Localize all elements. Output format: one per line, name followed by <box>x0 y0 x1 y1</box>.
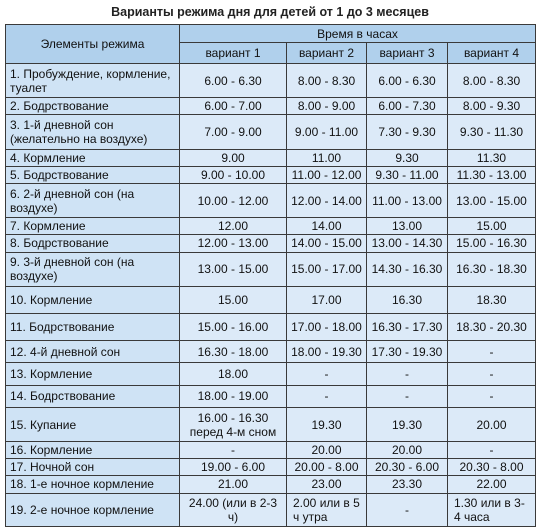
cell-variant-1: 21.00 <box>180 476 287 493</box>
row-name: 3. 1-й дневной сон (желательно на воздухе) <box>6 115 180 149</box>
table-row <box>6 286 536 313</box>
row-name: 11. Бодрствование <box>6 314 180 341</box>
row-name: 2. Бодрствование <box>6 98 180 115</box>
cell-variant-2: 19.30 <box>287 407 367 441</box>
cell-variant-1: - <box>180 442 287 459</box>
table-row <box>6 252 536 286</box>
cell-variant-3: 6.00 - 7.30 <box>367 98 448 115</box>
cell-variant-3: - <box>367 363 448 385</box>
cell-variant-4: 13.00 - 15.00 <box>448 183 536 217</box>
cell-variant-3: 20.30 - 6.00 <box>367 459 448 476</box>
cell-variant-4: - <box>448 442 536 459</box>
cell-variant-1: 7.00 - 9.00 <box>180 115 287 149</box>
cell-variant-3: 13.00 <box>367 218 448 235</box>
cell-variant-1: 9.00 - 10.00 <box>180 166 287 183</box>
cell-variant-1: 9.00 <box>180 149 287 166</box>
row-name: 4. Кормление <box>6 149 180 166</box>
row-name: 13. Кормление <box>6 363 180 385</box>
cell-variant-3: 9.30 - 11.00 <box>367 166 448 183</box>
row-name: 17. Ночной сон <box>6 459 180 476</box>
table-row <box>6 407 536 441</box>
cell-variant-4: 8.00 - 8.30 <box>448 64 536 98</box>
cell-variant-3: 7.30 - 9.30 <box>367 115 448 149</box>
table-row <box>6 341 536 363</box>
cell-variant-2: 20.00 - 8.00 <box>287 459 367 476</box>
table-row <box>6 442 536 459</box>
cell-variant-4: - <box>448 341 536 363</box>
cell-variant-1: 10.00 - 12.00 <box>180 183 287 217</box>
row-name: 14. Бодрствование <box>6 385 180 407</box>
cell-variant-3: 9.30 <box>367 149 448 166</box>
cell-variant-1: 6.00 - 6.30 <box>180 64 287 98</box>
cell-variant-2: - <box>287 385 367 407</box>
table-row <box>6 385 536 407</box>
row-name: 16. Кормление <box>6 442 180 459</box>
cell-variant-4: 20.30 - 8.00 <box>448 459 536 476</box>
header-variant-2: вариант 2 <box>287 43 367 64</box>
cell-variant-2: 17.00 - 18.00 <box>287 314 367 341</box>
cell-variant-3: 16.30 <box>367 286 448 313</box>
cell-variant-4: 20.00 <box>448 407 536 441</box>
cell-variant-2: 14.00 - 15.00 <box>287 235 367 252</box>
cell-variant-2: 11.00 <box>287 149 367 166</box>
cell-variant-3: - <box>367 385 448 407</box>
cell-variant-3: 16.30 - 17.30 <box>367 314 448 341</box>
header-time: Время в часах <box>180 25 536 43</box>
cell-variant-3: 11.00 - 13.00 <box>367 183 448 217</box>
row-name: 9. 3-й дневной сон (на воздухе) <box>6 252 180 286</box>
cell-variant-1: 16.30 - 18.00 <box>180 341 287 363</box>
page-title: Варианты режима дня для детей от 1 до 3 месяцев <box>111 5 429 19</box>
cell-variant-4: - <box>448 385 536 407</box>
cell-variant-2: 12.00 - 14.00 <box>287 183 367 217</box>
header-variant-3: вариант 3 <box>367 43 448 64</box>
cell-variant-4: 15.00 - 16.30 <box>448 235 536 252</box>
table-row <box>6 314 536 341</box>
schedule-table <box>5 24 536 527</box>
cell-variant-3: - <box>367 493 448 526</box>
cell-variant-4: 22.00 <box>448 476 536 493</box>
header-variant-1: вариант 1 <box>180 43 287 64</box>
table-row <box>6 459 536 476</box>
row-name: 18. 1-е ночное кормление <box>6 476 180 493</box>
cell-variant-1: 19.00 - 6.00 <box>180 459 287 476</box>
table-row <box>6 98 536 115</box>
row-name: 5. Бодрствование <box>6 166 180 183</box>
cell-variant-2: 2.00 или в 5 ч утра <box>287 493 367 526</box>
cell-variant-2: 8.00 - 8.30 <box>287 64 367 98</box>
table-row <box>6 183 536 217</box>
table-row <box>6 493 536 526</box>
cell-variant-2: 11.00 - 12.00 <box>287 166 367 183</box>
row-name: 12. 4-й дневной сон <box>6 341 180 363</box>
cell-variant-4: 8.00 - 9.30 <box>448 98 536 115</box>
row-name: 19. 2-е ночное кормление <box>6 493 180 526</box>
cell-variant-3: 19.30 <box>367 407 448 441</box>
cell-variant-2: 8.00 - 9.00 <box>287 98 367 115</box>
cell-variant-4: 11.30 - 13.00 <box>448 166 536 183</box>
cell-variant-1: 6.00 - 7.00 <box>180 98 287 115</box>
cell-variant-1: 15.00 - 16.00 <box>180 314 287 341</box>
cell-variant-4: 15.00 <box>448 218 536 235</box>
cell-variant-3: 20.00 <box>367 442 448 459</box>
table-row <box>6 64 536 98</box>
cell-variant-4: 18.30 <box>448 286 536 313</box>
cell-variant-1: 13.00 - 15.00 <box>180 252 287 286</box>
cell-variant-4: 11.30 <box>448 149 536 166</box>
cell-variant-4: 18.30 - 20.30 <box>448 314 536 341</box>
cell-variant-1: 12.00 <box>180 218 287 235</box>
table-row <box>6 218 536 235</box>
cell-variant-2: 18.00 - 19.30 <box>287 341 367 363</box>
cell-variant-3: 23.30 <box>367 476 448 493</box>
cell-variant-2: 15.00 - 17.00 <box>287 252 367 286</box>
row-name: 15. Купание <box>6 407 180 441</box>
cell-variant-4: - <box>448 363 536 385</box>
cell-variant-1: 12.00 - 13.00 <box>180 235 287 252</box>
header-variant-4: вариант 4 <box>448 43 536 64</box>
row-name: 1. Пробуждение, кормление, туалет <box>6 64 180 98</box>
table-row <box>6 363 536 385</box>
table-row <box>6 115 536 149</box>
cell-variant-2: 17.00 <box>287 286 367 313</box>
cell-variant-2: 14.00 <box>287 218 367 235</box>
cell-variant-2: 9.00 - 11.00 <box>287 115 367 149</box>
cell-variant-3: 17.30 - 19.30 <box>367 341 448 363</box>
cell-variant-2: 23.00 <box>287 476 367 493</box>
cell-variant-4: 9.30 - 11.30 <box>448 115 536 149</box>
table-row <box>6 166 536 183</box>
cell-variant-3: 13.00 - 14.30 <box>367 235 448 252</box>
row-name: 7. Кормление <box>6 218 180 235</box>
cell-variant-4: 16.30 - 18.30 <box>448 252 536 286</box>
row-name: 6. 2-й дневной сон (на воздухе) <box>6 183 180 217</box>
cell-variant-1: 15.00 <box>180 286 287 313</box>
row-name: 10. Кормление <box>6 286 180 313</box>
cell-variant-3: 6.00 - 6.30 <box>367 64 448 98</box>
cell-variant-1: 18.00 - 19.00 <box>180 385 287 407</box>
cell-variant-2: - <box>287 363 367 385</box>
cell-variant-2: 20.00 <box>287 442 367 459</box>
table-row <box>6 476 536 493</box>
cell-variant-3: 14.30 - 16.30 <box>367 252 448 286</box>
header-elements: Элементы режима <box>6 25 180 64</box>
row-name: 8. Бодрствование <box>6 235 180 252</box>
cell-variant-1: 24.00 (или в 2-3 ч) <box>180 493 287 526</box>
table-row <box>6 235 536 252</box>
cell-variant-1: 18.00 <box>180 363 287 385</box>
cell-variant-4: 1.30 или в 3-4 часа <box>448 493 536 526</box>
table-row <box>6 149 536 166</box>
cell-variant-1: 16.00 - 16.30 перед 4-м сном <box>180 407 287 441</box>
